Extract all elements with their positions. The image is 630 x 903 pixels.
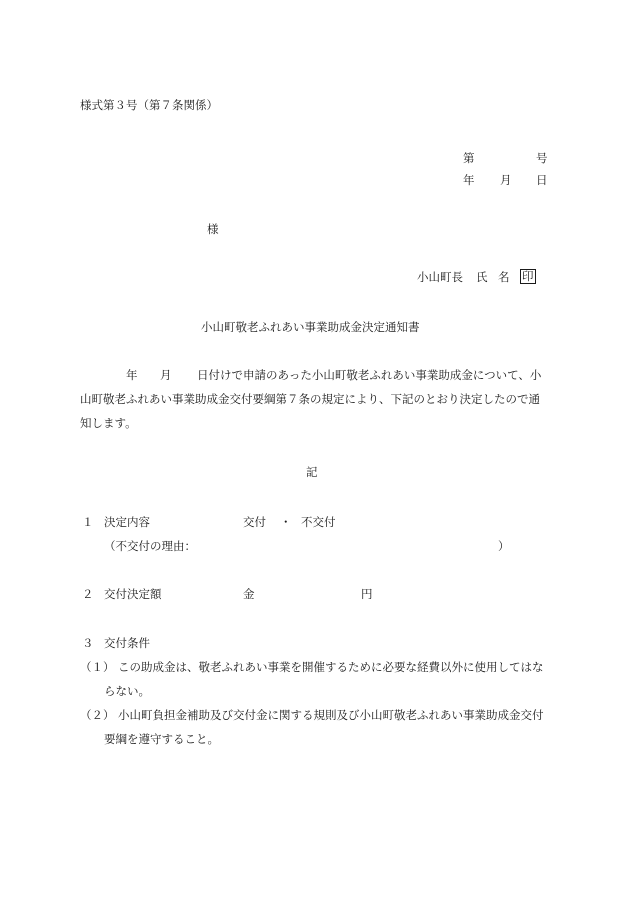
body-line-1: 日付けで申請のあった小山町敬老ふれあい事業助成金について、小 [197, 368, 542, 382]
condition-text-line-2: 要綱を遵守すること。 [104, 732, 219, 746]
item-3-number: ３ [82, 636, 94, 650]
reason-close: ） [498, 539, 510, 553]
date-year: 年 [463, 173, 475, 187]
condition-number: （２） [80, 708, 115, 722]
option-separator: ・ [280, 515, 292, 529]
condition-text-line-1: 小山町負担金補助及び交付金に関する規則及び小山町敬老ふれあい事業助成金交付 [118, 708, 544, 722]
issuer-name-label-1: 氏 [476, 270, 488, 284]
item-2-number: ２ [82, 587, 94, 601]
addressee-suffix: 様 [207, 222, 219, 236]
item-1-label: 決定内容 [104, 515, 150, 529]
ki-heading: 記 [306, 465, 318, 479]
number-suffix: 号 [536, 151, 548, 165]
body-month: 月 [160, 368, 172, 382]
issuer-title: 小山町長 [417, 270, 463, 284]
body-year: 年 [126, 368, 138, 382]
date-month: 月 [500, 173, 512, 187]
option-grant: 交付 [243, 515, 266, 529]
body-line-3: 知します。 [80, 416, 137, 430]
reason-open: （不交付の理由： [104, 539, 196, 553]
item-3-label: 交付条件 [104, 636, 150, 650]
currency-suffix: 円 [361, 587, 373, 601]
body-line-2: 山町敬老ふれあい事業助成金交付要綱第７条の規定により、下記のとおり決定したので通 [80, 392, 540, 406]
item-2-label: 交付決定額 [104, 587, 162, 601]
document-title: 小山町敬老ふれあい事業助成金決定通知書 [201, 320, 420, 334]
seal-wrapper [520, 269, 536, 284]
number-prefix: 第 [463, 151, 475, 165]
seal-mark: 印 [522, 269, 534, 283]
item-1-number: １ [82, 515, 94, 529]
option-deny: 不交付 [301, 515, 336, 529]
issuer-name-label-2: 名 [498, 270, 510, 284]
condition-number: （１） [80, 660, 115, 674]
condition-text-line-2: らない。 [104, 684, 150, 698]
form-label: 様式第３号（第７条関係） [80, 98, 218, 112]
date-day: 日 [536, 173, 548, 187]
currency-prefix: 金 [243, 587, 255, 601]
condition-text-line-1: この助成金は、敬老ふれあい事業を開催するために必要な経費以外に使用してはな [118, 660, 544, 674]
